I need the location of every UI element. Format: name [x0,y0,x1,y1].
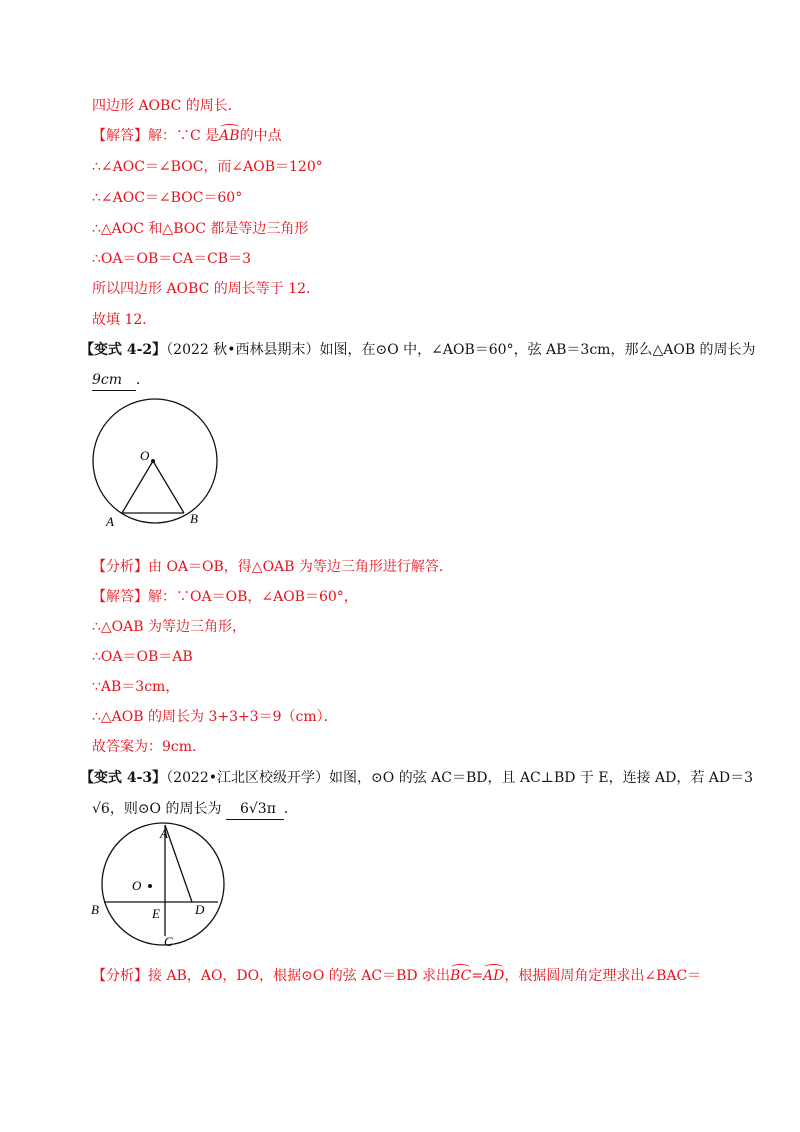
segment-ob [153,461,184,513]
analysis-line [92,966,701,986]
arc-ab: AB [219,128,240,144]
center-point [148,884,152,888]
solution-line: ∵AB＝3cm， [92,679,180,695]
solution-line: 故填 12． [92,312,157,328]
analysis-text: 由 OA＝OB，得△OAB 为等边三角形进行解答． [148,559,453,575]
problem-text: （2022•江北区校级开学）如图，⊙O 的弦 AC＝BD，且 AC⊥BD 于 E，连接 AD，若 AD＝3 [166,770,754,786]
center-point [151,459,155,463]
answer-blank: 9cm [92,370,136,391]
arc-equals: = [471,968,484,984]
solution-line: ∴△AOB 的周长为 3+3+3＝9（cm）． [92,709,338,725]
segment-oa [122,461,153,513]
circle-o [102,823,224,945]
arc-bc: BC [450,968,472,984]
problem-statement [80,340,756,360]
solution-line: ∴∠AOC＝∠BOC＝60° [92,190,243,206]
solution-line: ∴△OAB 为等边三角形， [92,619,246,635]
solution-line [92,126,282,146]
problem-text-continued: √6，则⊙O 的周长为 [92,801,222,817]
label-b: B [91,902,99,917]
solution-line: ∴OA＝OB＝AB [92,649,193,665]
problem-tag: 【变式 4-3】 [80,770,167,786]
analysis-text: 接 AB，AO，DO，根据⊙O 的弦 AC＝BD 求出 [148,968,451,984]
problem-text: （2022 秋•西林县期末）如图，在⊙O 中，∠AOB＝60°，弦 AB＝3cm，那么△AOB 的周长为 [166,342,756,358]
answer-line: 9cm ． [92,370,150,391]
segment-ad [165,825,192,902]
answer-blank: 6√3π [226,799,284,820]
analysis-tag: 【分析】 [92,559,148,575]
solution-tag: 【解答】 [92,589,148,605]
circle-figure-aob [80,392,240,542]
solution-line: ∴△AOC 和△BOC 都是等边三角形 [92,221,309,237]
answer-line: √6，则⊙O 的周长为 6√3π ． [92,799,298,820]
label-o: O [140,448,150,463]
circle-figure-abcd [88,822,228,952]
label-d: D [195,902,205,917]
solution-text-tail: 的中点 [239,128,282,144]
label-b: B [190,511,198,526]
solution-tag: 【解答】 [92,128,148,144]
solution-line [92,587,358,607]
solution-line: ∴OA＝OB＝CA＝CB＝3 [92,251,251,267]
solution-line: ∴∠AOC＝∠BOC，而∠AOB＝120° [92,159,323,175]
label-o: O [132,878,142,893]
analysis-tag: 【分析】 [92,968,148,984]
solution-text: 解：∵C 是 [148,128,220,144]
problem-statement [80,768,753,788]
label-c: C [164,934,173,949]
label-a: A [106,514,114,529]
arc-ad: AD [483,968,505,984]
solution-text: 解：∵OA＝OB，∠AOB＝60°， [148,589,358,605]
label-e: E [152,906,160,921]
text-line: 四边形 AOBC 的周长． [92,98,242,114]
label-a: A [160,826,168,841]
analysis-line [92,557,453,577]
solution-line: 故答案为：9cm． [92,739,207,755]
analysis-text-tail: ，根据圆周角定理求出∠BAC＝ [504,968,702,984]
problem-tag: 【变式 4-2】 [80,342,167,358]
solution-line: 所以四边形 AOBC 的周长等于 12． [92,281,321,297]
